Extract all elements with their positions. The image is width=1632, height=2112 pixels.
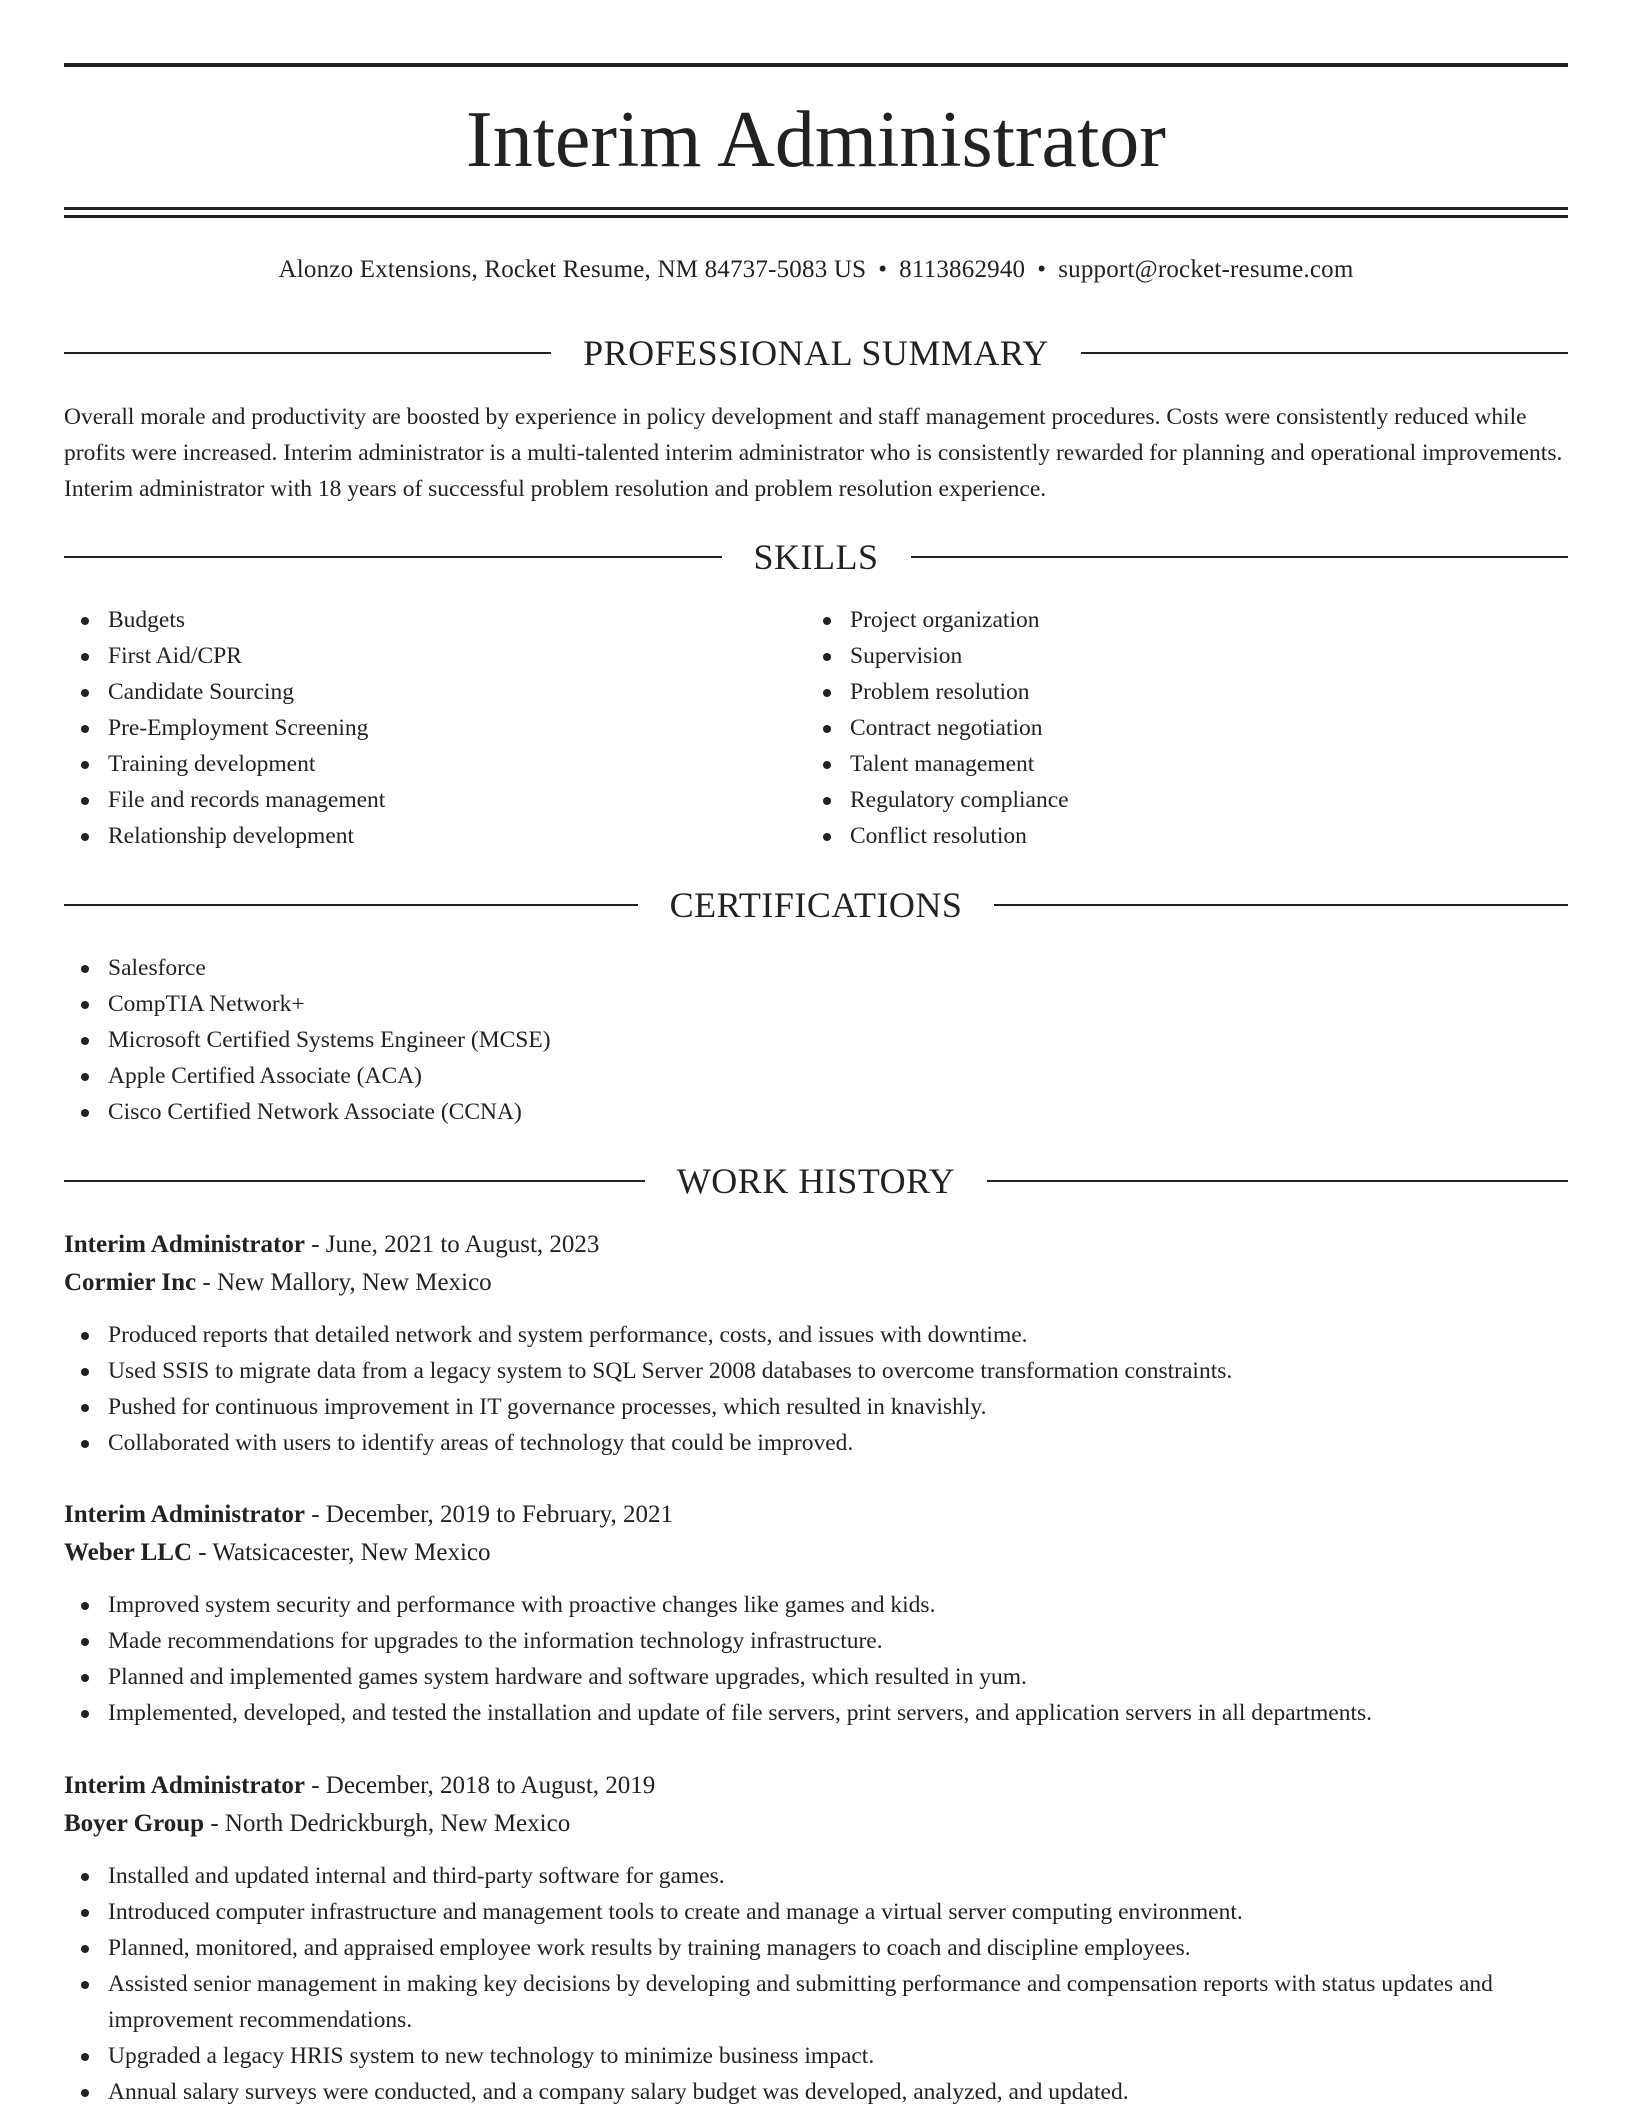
header-rule-upper xyxy=(64,207,1568,210)
job-location: - North Dedrickburgh, New Mexico xyxy=(204,1810,571,1837)
job-duty: Upgraded a legacy HRIS system to new technology to minimize business impact. xyxy=(64,2038,1568,2074)
contact-address: Alonzo Extensions, Rocket Resume, NM 84737-5083 US xyxy=(278,256,867,283)
job-location: - Watsicacester, New Mexico xyxy=(192,1539,491,1566)
section-heading-skills xyxy=(64,537,1568,577)
job-duties-list xyxy=(64,1858,1568,2110)
job-duty: Planned and implemented games system hardware and software upgrades, which resulted in yum. xyxy=(64,1659,1568,1695)
heading-rule xyxy=(64,904,638,906)
heading-label: WORK HISTORY xyxy=(676,1161,956,1201)
job-company: Boyer Group xyxy=(64,1810,205,1837)
skill-item: Project organization xyxy=(806,602,1566,638)
job-dates: - June, 2021 to August, 2023 xyxy=(304,1231,600,1258)
job-duty: Pushed for continuous improvement in IT governance processes, which resulted in knavishly. xyxy=(64,1389,1568,1425)
contact-email: support@rocket-resume.com xyxy=(1058,256,1354,283)
job-duty: Used SSIS to migrate data from a legacy system to SQL Server 2008 databases to overcome transformation constraints. xyxy=(64,1353,1568,1389)
contact-separator: • xyxy=(878,256,888,283)
skill-item: Pre-Employment Screening xyxy=(64,710,804,746)
job-duty: Assisted senior management in making key decisions by developing and submitting performance and compensation reports with status updates and improvement recommendations. xyxy=(64,1966,1568,2038)
job-duty: Introduced computer infrastructure and management tools to create and manage a virtual server computing environment. xyxy=(64,1894,1568,1930)
job-duty: Installed and updated internal and third-party software for games. xyxy=(64,1858,1568,1894)
job-company: Weber LLC xyxy=(64,1539,193,1566)
skill-item: Talent management xyxy=(806,746,1566,782)
job-duty: Produced reports that detailed network and system performance, costs, and issues with downtime. xyxy=(64,1317,1568,1353)
skill-item: Conflict resolution xyxy=(806,818,1566,854)
header-rule-lower xyxy=(64,215,1568,218)
certification-item: Salesforce xyxy=(64,950,1568,986)
skill-item: Regulatory compliance xyxy=(806,782,1566,818)
job-dates: - December, 2019 to February, 2021 xyxy=(304,1501,674,1528)
contact-phone: 8113862940 xyxy=(899,256,1026,283)
job-company: Cormier Inc xyxy=(64,1269,197,1296)
job-duty: Collaborated with users to identify areas of technology that could be improved. xyxy=(64,1425,1568,1461)
job-company-line xyxy=(64,1805,1568,1843)
certifications-list xyxy=(64,950,1568,1130)
heading-rule xyxy=(911,556,1569,558)
skills-list-right xyxy=(806,602,1566,854)
heading-label: PROFESSIONAL SUMMARY xyxy=(583,333,1049,373)
section-heading-summary xyxy=(64,333,1568,373)
skill-item: Problem resolution xyxy=(806,674,1566,710)
heading-rule xyxy=(1081,352,1568,354)
skill-item: Training development xyxy=(64,746,804,782)
skill-item: First Aid/CPR xyxy=(64,638,804,674)
job-duty: Improved system security and performance with proactive changes like games and kids. xyxy=(64,1587,1568,1623)
certification-item: CompTIA Network+ xyxy=(64,986,1568,1022)
summary-text: Overall morale and productivity are boosted by experience in policy development and staff management procedures. Costs were consistently reduced while profits were increased. Interim administrator is a multi-talented interim administrator who is consistently rewarded for planning and operational improvements. Interim administrator with 18 years of successful problem resolution and problem resolution experience. xyxy=(64,404,1563,502)
page-title: Interim Administrator xyxy=(466,96,1166,184)
section-heading-certifications xyxy=(64,885,1568,925)
job-duty: Implemented, developed, and tested the installation and update of file servers, print servers, and application servers in all departments. xyxy=(64,1695,1568,1731)
certification-item: Apple Certified Associate (ACA) xyxy=(64,1058,1568,1094)
job-company-line xyxy=(64,1264,1568,1302)
job-dates: - December, 2018 to August, 2019 xyxy=(304,1772,656,1799)
job-title: Interim Administrator xyxy=(64,1231,305,1258)
job-duties-list xyxy=(64,1317,1568,1461)
job-duty: Made recommendations for upgrades to the information technology infrastructure. xyxy=(64,1623,1568,1659)
job-duties-list xyxy=(64,1587,1568,1731)
heading-rule xyxy=(64,352,551,354)
skill-item: Budgets xyxy=(64,602,804,638)
job-entry xyxy=(64,1226,1568,1461)
skill-item: Supervision xyxy=(806,638,1566,674)
heading-rule xyxy=(64,1180,645,1182)
heading-label: CERTIFICATIONS xyxy=(669,885,963,925)
job-title: Interim Administrator xyxy=(64,1772,305,1799)
job-title-line xyxy=(64,1496,1568,1534)
skill-item: Relationship development xyxy=(64,818,804,854)
job-location: - New Mallory, New Mexico xyxy=(196,1269,492,1296)
job-title-line xyxy=(64,1767,1568,1805)
certification-item: Cisco Certified Network Associate (CCNA) xyxy=(64,1094,1568,1130)
heading-label: SKILLS xyxy=(753,537,879,577)
header-top-rule xyxy=(64,63,1568,67)
heading-rule xyxy=(64,556,722,558)
job-entry xyxy=(64,1496,1568,1731)
skill-item: Candidate Sourcing xyxy=(64,674,804,710)
skill-item: Contract negotiation xyxy=(806,710,1566,746)
heading-rule xyxy=(987,1180,1568,1182)
heading-rule xyxy=(994,904,1568,906)
job-title-line xyxy=(64,1226,1568,1264)
job-company-line xyxy=(64,1534,1568,1572)
contact-info xyxy=(64,254,1568,286)
skills-list-left xyxy=(64,602,804,854)
skill-item: File and records management xyxy=(64,782,804,818)
job-entry xyxy=(64,1767,1568,2110)
contact-separator: • xyxy=(1037,256,1047,283)
certification-item: Microsoft Certified Systems Engineer (MCSE) xyxy=(64,1022,1568,1058)
job-duty: Planned, monitored, and appraised employee work results by training managers to coach and discipline employees. xyxy=(64,1930,1568,1966)
section-heading-work-history xyxy=(64,1161,1568,1201)
job-title: Interim Administrator xyxy=(64,1501,305,1528)
job-duty: Annual salary surveys were conducted, and a company salary budget was developed, analyzed, and updated. xyxy=(64,2074,1568,2110)
